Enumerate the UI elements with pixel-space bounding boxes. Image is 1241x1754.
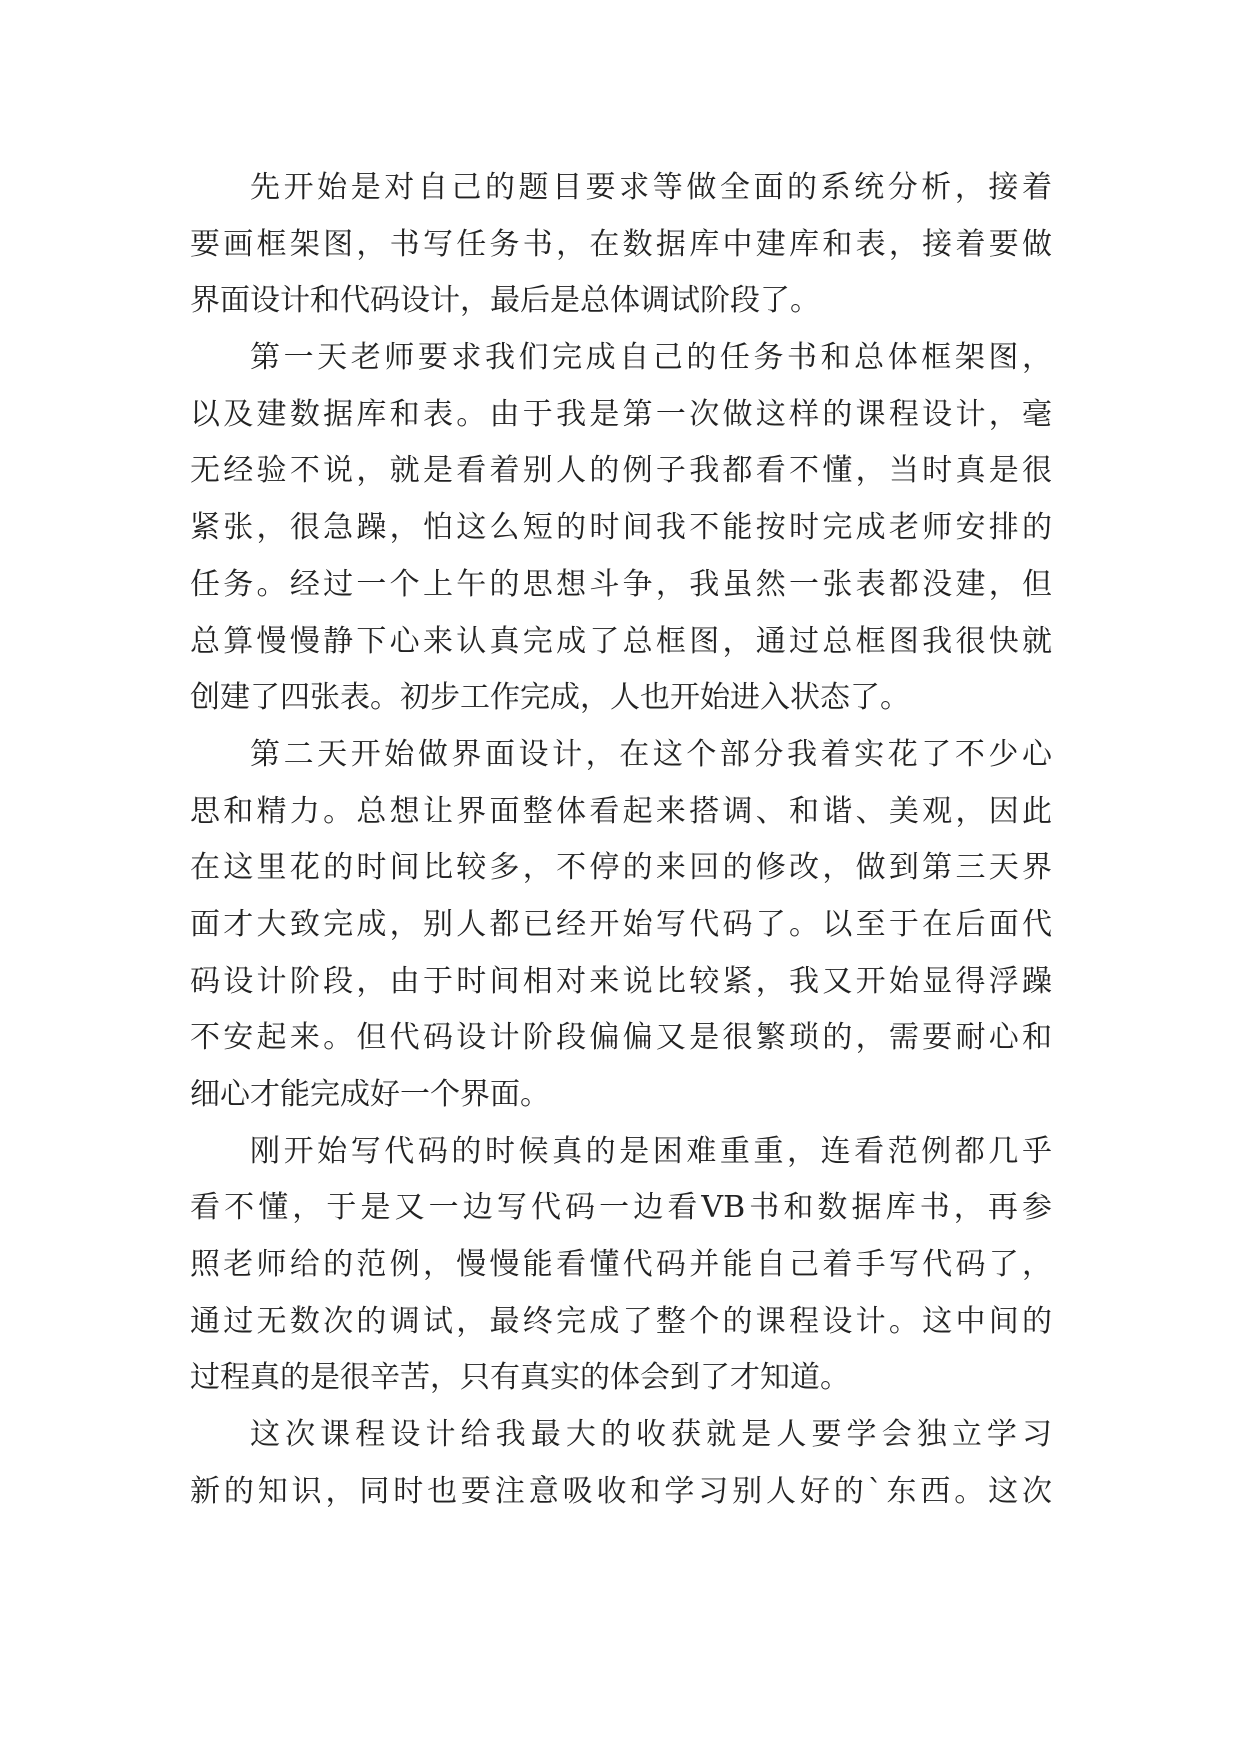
document-body — [190, 160, 1052, 1521]
paragraph-3-line-7: 细心才能完成好一个界面。 — [190, 1077, 550, 1112]
paragraph-4-line-5: 过程真的是很辛苦，只有真实的体会到了才知道。 — [190, 1360, 850, 1396]
paragraph-2-line-1: 第一天老师要求我们完成自己的任务书和总体框架图， — [250, 340, 1052, 376]
paragraph-3-line-6: 不安起来。但代码设计阶段偏偏又是很繁琐的，需要耐心和 — [190, 1020, 1052, 1056]
paragraph-2-line-5: 任务。经过一个上午的思想斗争，我虽然一张表都没建，但 — [190, 566, 1052, 602]
paragraph-3-line-3: 在这里花的时间比较多，不停的来回的修改，做到第三天界 — [190, 850, 1052, 886]
paragraph-2-line-7: 创建了四张表。初步工作完成，人也开始进入状态了。 — [190, 680, 910, 716]
paragraph-4-line-3: 照老师给的范例，慢慢能看懂代码并能自己着手写代码了， — [190, 1247, 1052, 1283]
paragraph-3-line-4: 面才大致完成，别人都已经开始写代码了。以至于在后面代 — [190, 906, 1052, 942]
paragraph-2-line-6: 总算慢慢静下心来认真完成了总框图，通过总框图我很快就 — [190, 623, 1052, 659]
paragraph-3-line-5: 码设计阶段，由于时间相对来说比较紧，我又开始显得浮躁 — [190, 963, 1052, 999]
paragraph-4-line-2: 看不懂，于是又一边写代码一边看VB书和数据库书，再参 — [190, 1190, 1052, 1226]
paragraph-5-line-1: 这次课程设计给我最大的收获就是人要学会独立学习 — [250, 1417, 1052, 1453]
paragraph-1-line-2: 要画框架图，书写任务书，在数据库中建库和表，接着要做 — [190, 226, 1052, 262]
paragraph-5-line-2: 新的知识，同时也要注意吸收和学习别人好的`东西。这次 — [190, 1473, 1052, 1509]
paragraph-1-line-1: 先开始是对自己的题目要求等做全面的系统分析，接着 — [250, 170, 1052, 205]
paragraph-1-line-3: 界面设计和代码设计，最后是总体调试阶段了。 — [190, 283, 820, 319]
paragraph-4-line-4: 通过无数次的调试，最终完成了整个的课程设计。这中间的 — [190, 1303, 1052, 1339]
paragraph-2-line-2: 以及建数据库和表。由于我是第一次做这样的课程设计，毫 — [190, 396, 1052, 432]
paragraph-3-line-1: 第二天开始做界面设计，在这个部分我着实花了不少心 — [250, 736, 1052, 772]
paragraph-2-line-4: 紧张，很急躁，怕这么短的时间我不能按时完成老师安排的 — [190, 510, 1052, 546]
paragraph-3-line-2: 思和精力。总想让界面整体看起来搭调、和谐、美观，因此 — [190, 793, 1052, 829]
paragraph-2-line-3: 无经验不说，就是看着别人的例子我都看不懂，当时真是很 — [190, 453, 1052, 489]
paragraph-4-line-1: 刚开始写代码的时候真的是困难重重，连看范例都几乎 — [250, 1133, 1052, 1169]
